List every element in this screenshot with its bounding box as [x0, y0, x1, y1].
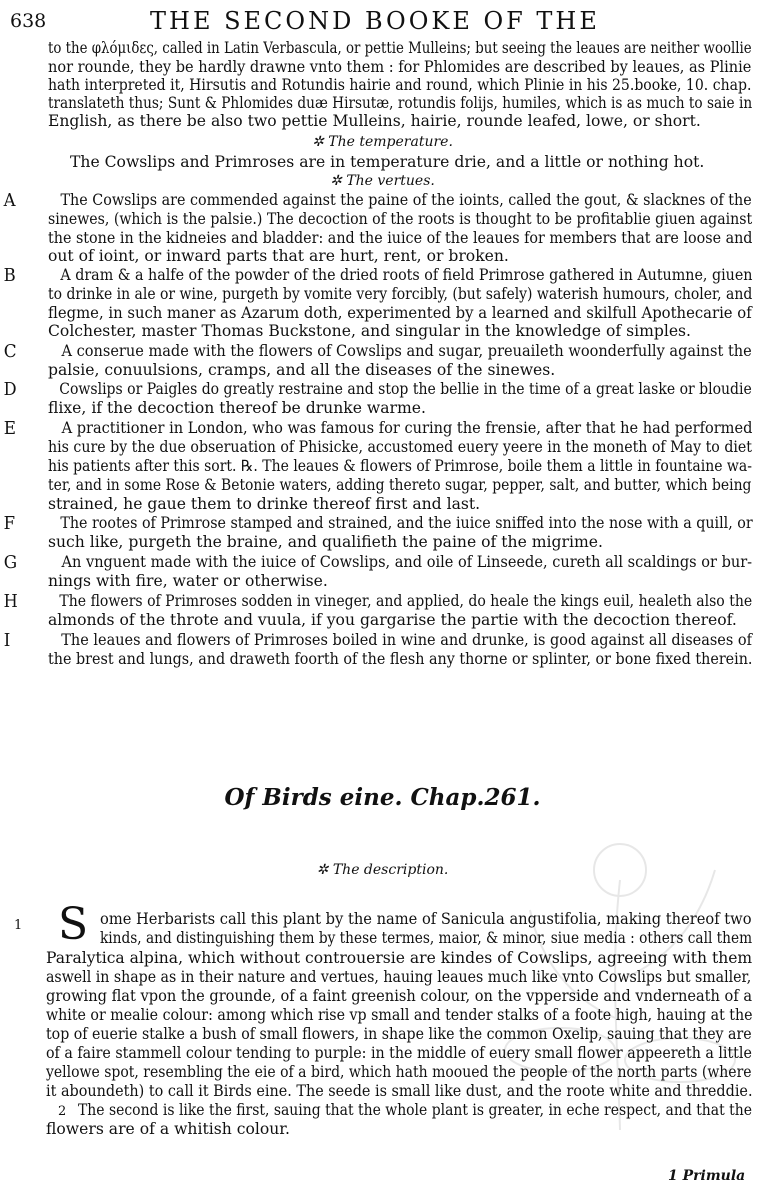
temperature-heading: ✲ The temperature. [312, 134, 453, 150]
text-line: his patients after this sort. ℞. The leaues & flowers of Primrose, boile them a little in fountaine wa- [48, 457, 752, 475]
text-line: aswell in shape as in their nature and vertues, hauing leaues much like vnto Cowslips but smaller, [46, 968, 752, 986]
chapter-heading: Of Birds eine. Chap.261. [224, 784, 541, 811]
text-line: flegme, in such maner as Azarum doth, experimented by a learned and skilfull Apothecarie of [48, 304, 752, 322]
text-line: flowers are of a whitish colour. [46, 1120, 290, 1138]
text-line: the brest and lungs, and draweth foorth of the flesh any thorne or splinter, or bone fixed therein. [48, 650, 753, 668]
text-line: such like, purgeth the braine, and qualifieth the paine of the migrime. [48, 533, 603, 551]
page-number: 638 [10, 10, 47, 32]
text-line: almonds of the throte and vuula, if you gargarise the partie with the decoction thereof. [48, 611, 737, 629]
margin-letter: F [3, 513, 16, 534]
text-line: strained, he gaue them to drinke thereof first and last. [48, 495, 481, 513]
text-line: ome Herbarists call this plant by the name of Sanicula angustifolia, making thereof two [100, 910, 752, 928]
margin-letter: D [3, 379, 17, 400]
vertues-heading: ✲ The vertues. [330, 173, 435, 189]
text-line: flixe, if the decoction thereof be drunke warme. [48, 399, 426, 417]
text-line: The second is like the first, sauing that the whole plant is greater, in eche respect, and that the [78, 1101, 752, 1119]
text-line: his cure by the due obseruation of Phisicke, accustomed euery yeere in the moneth of May to diet [48, 438, 752, 456]
text-line: the stone in the kidneies and bladder: and the iuice of the leaues for members that are loose and [48, 229, 753, 247]
description-heading: ✲ The description. [316, 862, 449, 878]
margin-letter: C [3, 341, 17, 362]
margin-letter: E [3, 418, 16, 439]
text-line: to drinke in ale or wine, purgeth by vomite very forcibly, (but safely) waterish humours, choler, and [48, 285, 753, 303]
page-header [0, 4, 765, 38]
margin-letter: B [3, 265, 16, 286]
text-line: Paralytica alpina, which without controuersie are kindes of Cowslips, agreeing with them [46, 949, 753, 967]
text-line: yellowe spot, resembling the eie of a bird, which hath mooued the people of the north parts (where [46, 1063, 752, 1081]
book-page: 638 THE SECOND BOOKE OF THE to the φλόμιδες, called in Latin Verbascula, or pettie Mulleins; but seeing the leaues are neither woollie nor rounde, they be hardly drawne vnto them : for Phlomides are described by leaues, as Plinie hath interpreted it, Hirsutis and Rotundis hairie and round, which Plinie in his 25.booke, 10. chap. translateth thus; Sunt & Phlomides duæ Hirsutæ, rotundis folijs, humiles, which is as much to saie in English, as there be also two pettie Mulleins, hairie, rounde leafed, lowe, or short. ✲ The temperature. The Cowslips and Primroses are in temperature drie, and a little or nothing hot. ✲ The vertues. A The Cowslips are commended against the paine of the ioints, called the gout, & slacknes of the sinewes, (which is the palsie.) The decoction of the roots is thought to be profitablie giuen against the stone in the kidneies and bladder: and the iuice of the leaues for members that are loose and out of ioint, or inward parts that are hurt, rent, or broken. B A dram & a halfe of the powder of the dried roots of field Primrose gathered in Autumne, giuen to drinke in ale or wine, purgeth by vomite very forcibly, (but safely) waterish humours, choler, and flegme, in such maner as Azarum doth, experimented by a learned and skilfull Apothecarie of Colchester, master Thomas Buckstone, and singular in the knowledge of simples. C A conserue made with the flowers of Cowslips and sugar, preuaileth woonderfully against the palsie, conuulsions, cramps, and all the diseases of the sinewes. D Cowslips or Paigles do greatly restraine and stop the bellie in the time of a great laske or bloudie flixe, if the decoction thereof be drunke warme. E A practitioner in London, who was famous for curing the frensie, after that he had performed his cure by the due obseruation of Phisicke, accustomed euery yeere in the moneth of May to diet his patients after this sort. ℞. The leaues & flowers of Primrose, boile them a little in fountaine wa- ter, and in some Rose & Betonie waters, adding thereto sugar, pepper, salt, and butter, which being strained, he gaue them to drinke thereof first and last. F The rootes of Primrose stamped and strained, and the iuice sniffed into the nose with a quill, or such like, purgeth the braine, and qualifieth the paine of the migrime. G An vnguent made with the iuice of Cowslips, and oile of Linseede, cureth all scaldings or bur- nings with fire, water or otherwise. H The flowers of Primroses sodden in vineger, and applied, do heale the kings euil, healeth also the almonds of the throte and vuula, if you gargarise the partie with the decoction thereof. I The leaues and flowers of Primroses boiled in wine and drunke, is good against all diseases of the brest and lungs, and draweth foorth of the flesh any thorne or splinter, or bone fixed therein. Of Birds eine. Chap.261. ✲ The description. 1 S ome Herbarists call this plant by the name of Sanicula angustifolia, making thereof two kinds, and distinguishing them by these termes, maior, & minor, siue media : others call them Paralytica alpina, which without controuersie are kindes of Cowslips, agreeing with them aswell in shape as in their nature and vertues, hauing leaues much like vnto Cowslips but smaller, growing flat vpon the grounde, of a faint greenish colour, on the vpperside and vnderneath of a white or mealie colour: among which rise vp small and tender stalks of a foote high, hauing at the top of euerie stalke a bush of small flowers, in shape like the common Oxelip, sauing that they are of a faire stammell colour tending to purple: in the middle of euery small flower appeereth a little yellowe spot, resembling the eie of a bird, which hath mooued the people of the north parts (where it aboundeth) to call it Birds eine. The seede is small like dust, and the roote white and threddie. 2 The second is like the first, sauing that the whole plant is greater, in eche respect, and that the flowers are of a whitish colour. 1 Primula [0, 0, 765, 1200]
text-line: top of euerie stalke a bush of small flowers, in shape like the common Oxelip, sauing that they are [46, 1025, 752, 1043]
margin-letter: I [3, 630, 11, 651]
catchword: 1 Primula [668, 1168, 746, 1184]
text-line: palsie, conuulsions, cramps, and all the diseases of the sinewes. [48, 361, 556, 379]
text-line: sinewes, (which is the palsie.) The decoction of the roots is thought to be profitablie giuen against [48, 210, 753, 228]
text-line: hath interpreted it, Hirsutis and Rotundis hairie and round, which Plinie in his 25.booke, 10. chap. [48, 76, 752, 94]
text-line: Colchester, master Thomas Buckstone, and singular in the knowledge of simples. [48, 322, 692, 340]
paragraph-number: 1 [14, 918, 23, 933]
text-line: it aboundeth) to call it Birds eine. The seede is small like dust, and the roote white and threddie. [46, 1082, 753, 1100]
margin-letter: A [3, 190, 16, 211]
text-line: translateth thus; Sunt & Phlomides duæ Hirsutæ, rotundis folijs, humiles, which is as much to saie in [48, 94, 753, 112]
text-line: nings with fire, water or otherwise. [48, 572, 328, 590]
running-title: THE SECOND BOOKE OF THE [150, 7, 600, 35]
margin-letter: G [3, 552, 18, 573]
drop-cap: S [58, 899, 89, 950]
text-line: kinds, and distinguishing them by these termes, maior, & minor, siue media : others call them [100, 929, 753, 947]
text-line: white or mealie colour: among which rise vp small and tender stalks of a foote high, hauing at the [46, 1006, 753, 1024]
margin-letter: H [3, 591, 18, 612]
text-line: out of ioint, or inward parts that are hurt, rent, or broken. [48, 247, 509, 265]
text-line: to the φλόμιδες, called in Latin Verbascula, or pettie Mulleins; but seeing the leaues are neither woollie [48, 39, 752, 57]
paragraph-number: 2 [58, 1104, 67, 1119]
text-line: English, as there be also two pettie Mulleins, hairie, rounde leafed, lowe, or short. [48, 112, 701, 130]
text-line: ter, and in some Rose & Betonie waters, adding thereto sugar, pepper, salt, and butter, which being [48, 476, 752, 494]
temperature-text: The Cowslips and Primroses are in temperature drie, and a little or nothing hot. [70, 153, 705, 171]
text-line: nor rounde, they be hardly drawne vnto them : for Phlomides are described by leaues, as Plinie [48, 58, 752, 76]
text-line: growing flat vpon the grounde, of a faint greenish colour, on the vpperside and vnderneath of a [46, 987, 753, 1005]
text-line: of a faire stammell colour tending to purple: in the middle of euery small flower appeereth a little [46, 1044, 752, 1062]
